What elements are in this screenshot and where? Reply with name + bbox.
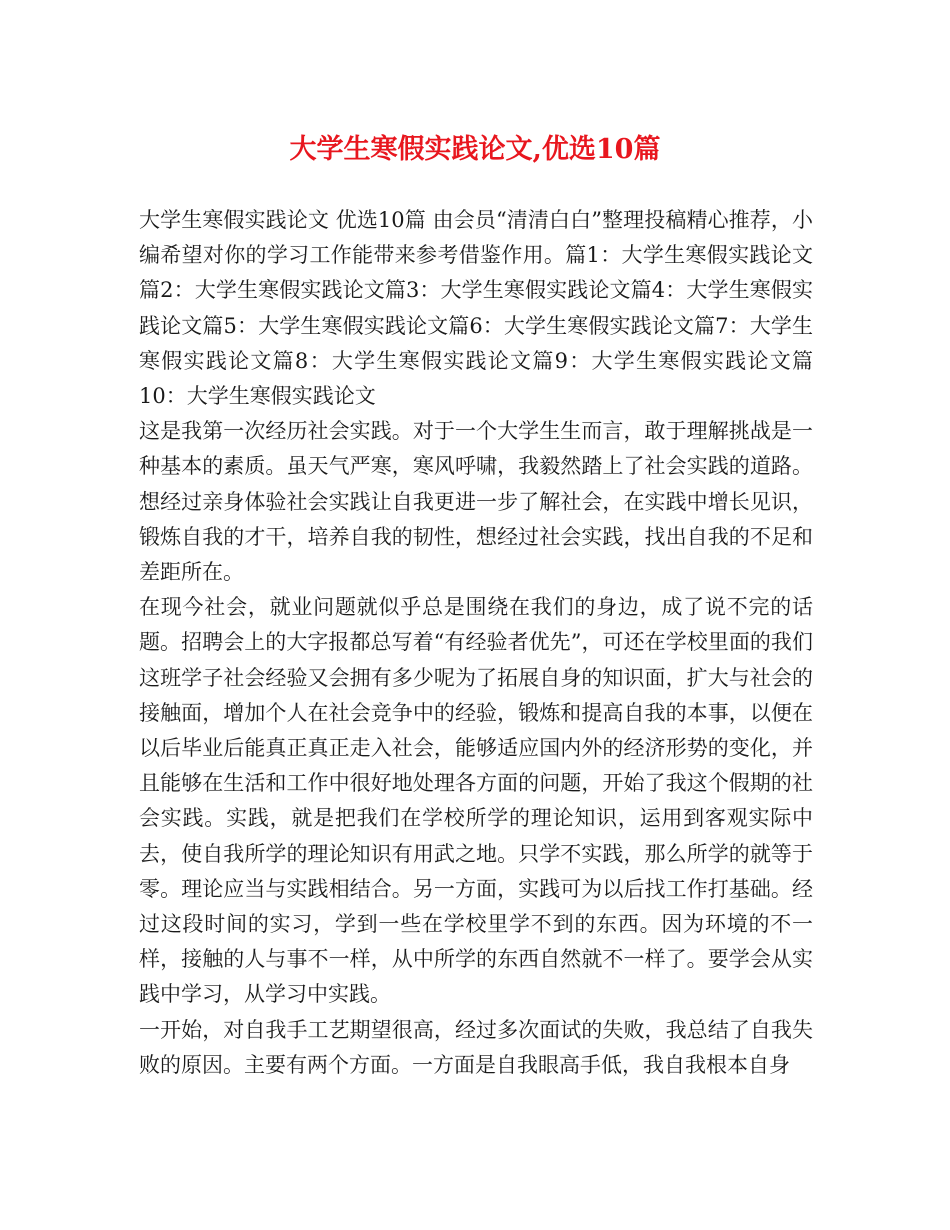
paragraph-intro: 大学生寒假实践论文 优选10篇 由会员“清清白白”整理投稿精心推荐，小编希望对你的学习工作能带来参考借鉴作用。篇1：大学生寒假实践论文篇2：大学生寒假实践论文篇3：大学生寒假实践论文篇4：大学生寒假实践论文篇5：大学生寒假实践论文篇6：大学生寒假实践论文篇7：大学生寒假实践论文篇8：大学生寒假实践论文篇9：大学生寒假实践论文篇10：大学生寒假实践论文 [139,208,813,409]
paragraph-1: 这是我第一次经历社会实践。对于一个大学生生而言，敢于理解挑战是一种基本的素质。虽天气严寒，寒风呼啸，我毅然踏上了社会实践的道路。想经过亲身体验社会实践让自我更进一步了解社会，在实践中增长见识，锻炼自我的才干，培养自我的韧性，想经过社会实践，找出自我的不足和差距所在。 [139,419,813,585]
paragraph-3: 一开始，对自我手工艺期望很高，经过多次面试的失败，我总结了自我失败的原因。主要有两个方面。一方面是自我眼高手低，我自我根本自身 [139,1017,813,1077]
document-body [139,203,813,1083]
paragraph-2: 在现今社会，就业问题就似乎总是围绕在我们的身边，成了说不完的话题。招聘会上的大字报都总写着“有经验者优先”，可还在学校里面的我们这班学子社会经验又会拥有多少呢为了拓展自身的知识面，扩大与社会的接触面，增加个人在社会竞争中的经验，锻炼和提高自我的本事，以便在以后毕业后能真正真正走入社会，能够适应国内外的经济形势的变化，并且能够在生活和工作中很好地处理各方面的问题，开始了我这个假期的社会实践。实践，就是把我们在学校所学的理论知识，运用到客观实际中去，使自我所学的理论知识有用武之地。只学不实践，那么所学的就等于零。理论应当与实践相结合。另一方面，实践可为以后找工作打基础。经过这段时间的实习，学到一些在学校里学不到的东西。因为环境的不一样，接触的人与事不一样，从中所学的东西自然就不一样了。要学会从实践中学习，从学习中实践。 [139,595,813,1007]
document-title: 大学生寒假实践论文,优选10篇 [289,134,661,165]
